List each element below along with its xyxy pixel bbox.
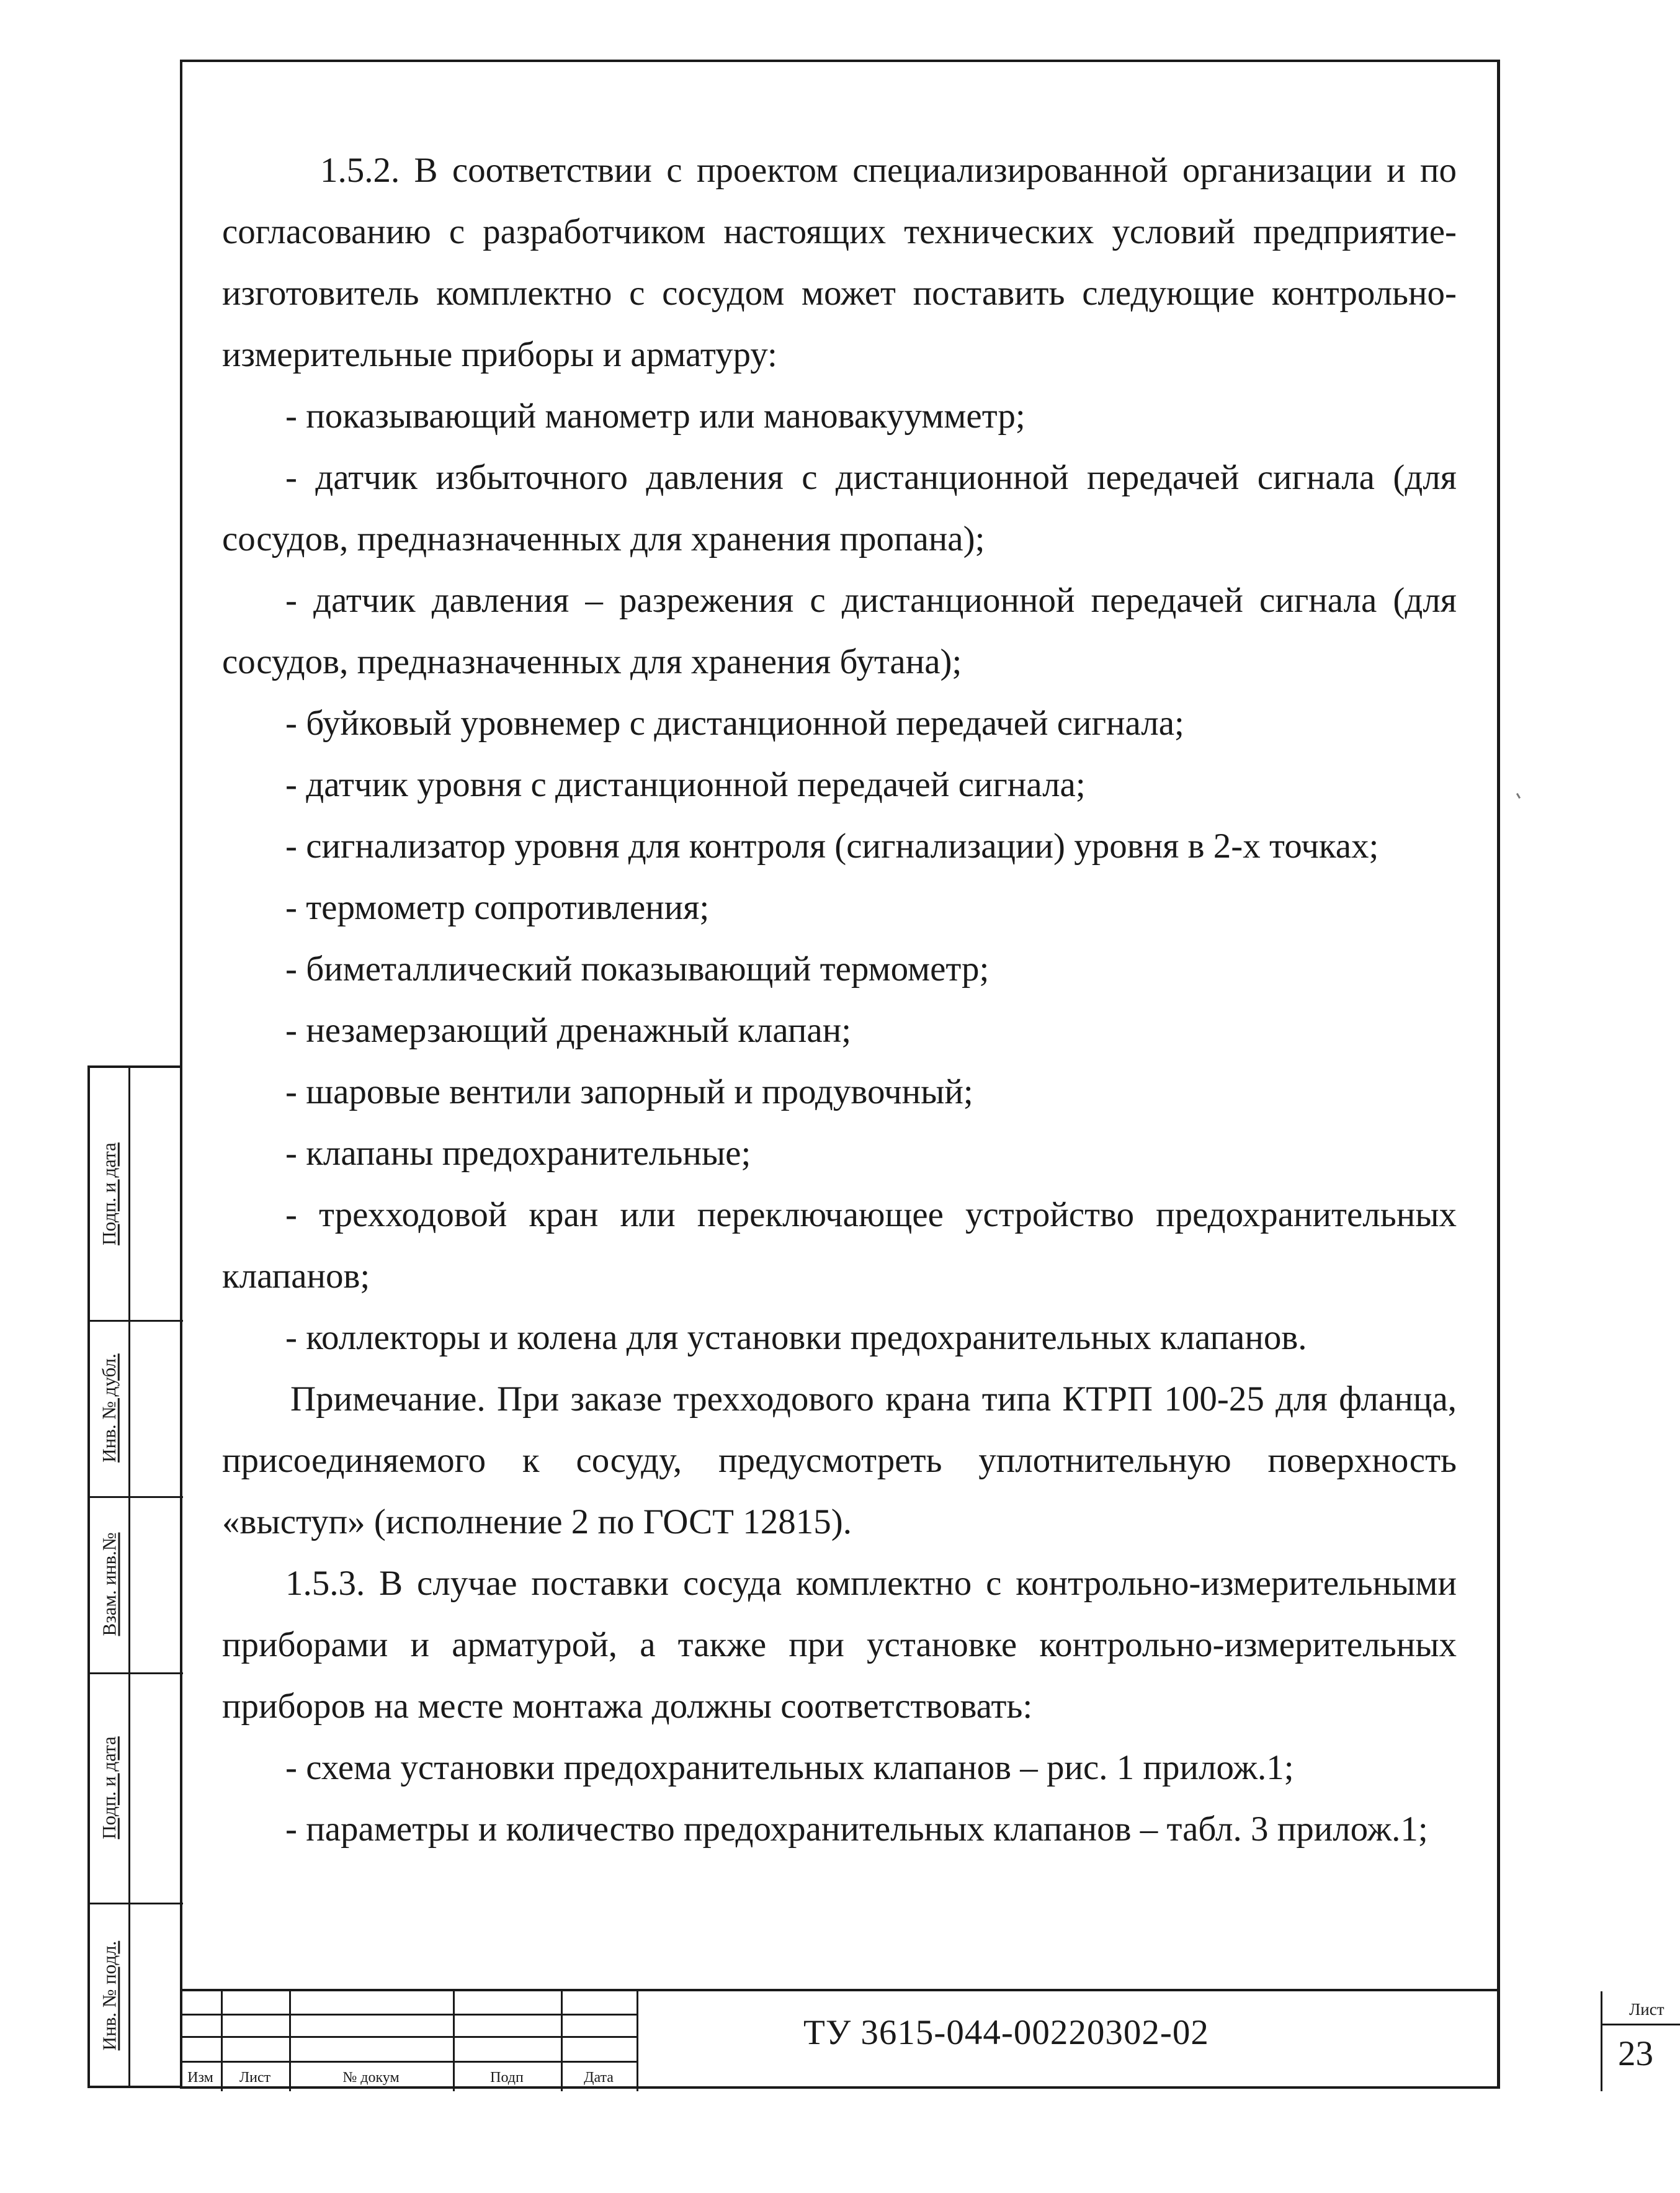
title-block-rule <box>180 2014 637 2016</box>
list-item: - буйковый уровнемер с дистанционной передачей сигнала; <box>285 704 1184 743</box>
column-label-data: Дата <box>584 2070 614 2086</box>
list-item: - незамерзающий дренажный клапан; <box>285 1011 852 1050</box>
side-label-inv-podl: Инв. № подл. <box>98 1940 120 2051</box>
paragraph-1-5-3: 1.5.3. В случае поставки сосуда комплектно с контрольно-измерительными приборами и арматурой, а также при установке контрольно-измерительных приборов на месте монтажа должны соответствовать: <box>222 1564 1457 1726</box>
sheet-cell-border <box>1601 2024 1680 2025</box>
list-item: - схема установки предохранительных клапанов – рис. 1 прилож.1; <box>285 1748 1294 1787</box>
paragraph-1-5-2: 1.5.2. В соответствии с проектом специализированной организации и по согласованию с разработчиком настоящих технических условий предприятие-изготовитель комплектно с сосудом может поставить следующие контрольно-измерительные приборы и арматуру: <box>222 151 1457 374</box>
side-stamp-cell <box>90 1320 128 1496</box>
column-label-podp: Подп <box>490 2070 524 2086</box>
side-stamp-cell <box>90 1903 128 2089</box>
list-item: - коллекторы и колена для установки предохранительных клапанов. <box>285 1318 1307 1357</box>
column-label-dokum: № докум <box>342 2070 400 2086</box>
column-label-list: Лист <box>239 2070 271 2086</box>
side-label-podp-data: Подп. и дата <box>98 1142 120 1245</box>
list-item: - трехходовой кран или переключающее устройство предохранительных клапанов; <box>222 1195 1457 1296</box>
list-item: - шаровые вентили запорный и продувочный; <box>285 1072 973 1111</box>
list-item: - датчик избыточного давления с дистанционной передачей сигнала (для сосудов, предназначенных для хранения пропана); <box>222 458 1457 558</box>
title-block-rule <box>180 2061 637 2063</box>
list-item: - клапаны предохранительные; <box>285 1134 751 1173</box>
document-body <box>222 140 1457 1860</box>
sheet-label: Лист <box>1629 2000 1664 2019</box>
side-label-podp-data-2: Подп. и дата <box>98 1736 120 1839</box>
list-item: - сигнализатор уровня для контроля (сигнализации) уровня в 2-х точках; <box>285 827 1379 866</box>
column-label-izm: Изм <box>187 2070 213 2086</box>
side-stamp-cell <box>90 1068 128 1320</box>
side-label-vzam-inv: Взам. инв.№ <box>98 1532 120 1636</box>
list-item: - биметаллический показывающий термометр; <box>285 949 990 989</box>
side-stamp-cell <box>90 1496 128 1672</box>
title-block <box>180 1989 1664 2089</box>
list-item: - датчик давления – разрежения с дистанционной передачей сигнала (для сосудов, предназначенных для хранения бутана); <box>222 581 1457 681</box>
document-designation: ТУ 3615-044-00220302-02 <box>803 2013 1209 2052</box>
note-paragraph: Примечание. При заказе трехходового крана типа КТРП 100-25 для фланца, присоединяемого к сосуду, предусмотреть уплотнительную поверхность «выступ» (исполнение 2 по ГОСТ 12815). <box>222 1379 1457 1541</box>
list-item: - параметры и количество предохранительных клапанов – табл. 3 прилож.1; <box>285 1810 1428 1849</box>
side-stamp-divider <box>128 1068 130 2086</box>
list-item: - датчик уровня с дистанционной передачей сигнала; <box>285 765 1086 804</box>
scan-speck <box>1516 793 1521 799</box>
title-block-rule <box>637 1991 638 2091</box>
list-item: - показывающий манометр или мановакуумметр; <box>285 397 1025 436</box>
sheet-cell-border <box>1601 1991 1602 2091</box>
side-stamp <box>87 1065 181 2088</box>
list-item: - термометр сопротивления; <box>285 888 710 927</box>
sheet-number: 23 <box>1618 2034 1653 2073</box>
side-stamp-cell <box>90 1672 128 1903</box>
side-label-inv-dubl: Инв. № дубл. <box>98 1353 120 1463</box>
title-block-rule <box>180 2036 637 2038</box>
